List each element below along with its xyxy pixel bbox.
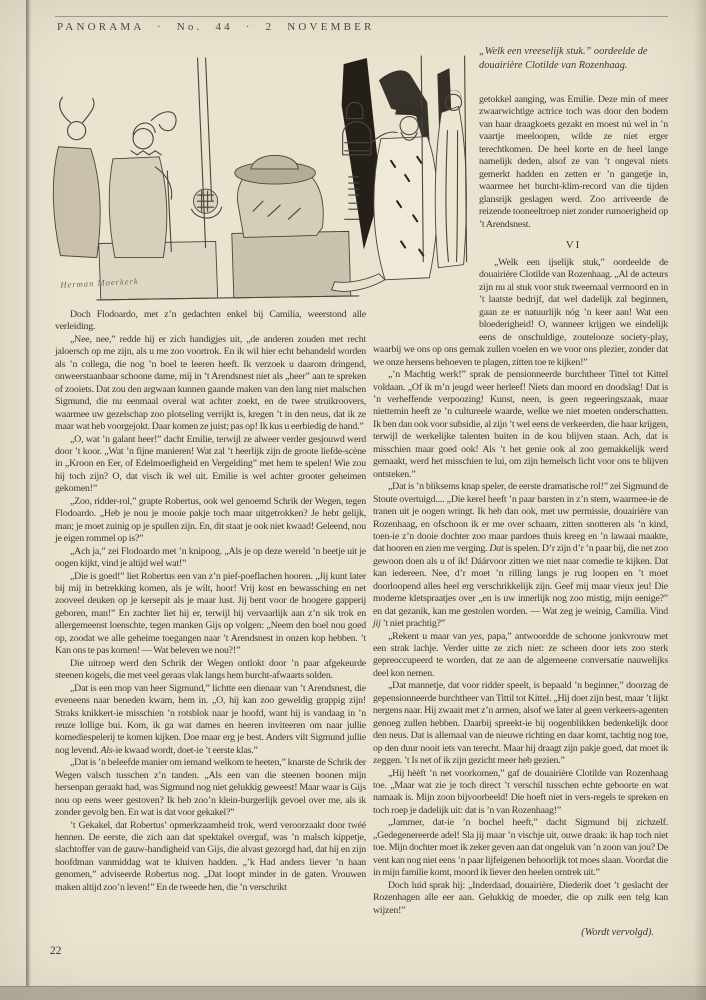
continuation-note: (Wordt vervolgd). (581, 927, 654, 938)
paragraph: „Nee, nee,” redde hij er zich handigjes uit, „de anderen zouden met recht jaloersch op me zijn, als u me zoo voortrok. En ik wil hier echt behandeld worden als ’n collega, die nog ’n boel te leeren heeft. Ik verzoek u daarom dringend, onweerstaanbaar schoone dame, mij in ’t Arendsnest niet als „heer” aan te spreken of zooiets. Dat zou den argwaan kunnen gaande maken van den lang niet malschen Sigmund, die nu eenmaal overal wat achter zoekt, en de twee struikroovers, waarmee uw gezelschap zoo plotseling verrijkt is, kregen ’t in den neus, dat ik ze maar wat heb voorgejokt. Daar komen ze juist; pas op! Ik kus u eerbiedig de hand.” (55, 333, 366, 433)
paragraph: „Ach ja,” zei Flodoardo met ’n knipoog. „Als je op deze wereld ’n beetje uit je oogen kijkt, vind je altijd wel wat!” (55, 545, 366, 570)
left-column (55, 309, 366, 894)
scan-edge-left (26, 0, 31, 1000)
paragraph: Die uitroep werd den Schrik der Wegen ontlokt door ’n paar afgekeurde steenen kogels, die met veel geraas vlak langs hem burcht-afwaarts solden. (55, 657, 366, 682)
page-header: PANORAMA · No. 44 · 2 NOVEMBER (57, 21, 375, 33)
paragraph: „Dat mannetje, dat voor ridder speelt, is bepaald ’n beginner,” doorzag de gepensionneerde burchtheer van Tittil tot Kittel. „Hij doet zijn best, maar ’t lijkt nergens naar. Hij zwaait met z’n armen, alsof we later al geen verkeers-agenten genoeg zullen hebben. Daarbij spreekt-ie bij oogenblikken bedenkelijk door den neus. Dat is allemaal van de nieuwe richting en daar komt, tachtig nog toe, op den duur nooit iets van terecht. Maar hij draagt zijn pakje goed, dat moet ik zeggen. ’t Is net of ik zijn gezicht meer heb gezien.” (373, 680, 668, 767)
paragraph: „Dat is ’n bliksems knap speler, de eerste dramatische rol!” zei Sigmund de Stoute overtuigd.... „Die kerel heeft ’n paar barsten in z’n stem, waarmee-ie de tranen uit je oogen wringt. Ik heb dan ook, met uw permissie, douairière van Rozenhaag, en ofschoon ik er me over schaam, zitten snotteren als ’n kind, toen-ie z’n dooie dochter zoo maar pardoes thuis kreeg en ’n lawaai maakte, dat hooren en zien me verging. Dat is spelen. D’r zijn d’r ’n paar bij, die net zoo gewoon doen als u of ik! Dáárvoor zitten we niet naar comedie te kijken. Dat kan iedereen. Nee, d’r moet ’n rilling langs je rug loopen en ’t moet doorloopend alles heel erg verschrikkelijk zijn. Geef mij maar vieux jeu! Die moderne kletspraatjes over „en is uw innerlijk nog zoo mistig, mijn eenige?” en dat gezanik, kan me gestolen worden. — Wat zeg je weinig, Camilia. Vind jij ’t niet prachtig?” (373, 481, 668, 630)
paragraph: „Die is goed!” liet Robertus een van z’n pief-poeflachen hooren. „Jij kunt later bij mij in betrekking komen, als je wilt, hoor! Vrij kost en bewassching en net zooveel deuken op je kersepit als je maar lust. Jij bent voor de hoogere gapperij geboren, man!” En zachter liet hij er, terwijl hij vervaarlijk aan z’n sik trok en allergemeenst loenschte, tegen manken Gijs op volgen: „Neem den boel nou goed op, zoodat we alle geheime toegangen naar ’t Arendsnest in onzen kop hebben. ’t Kan ons te pas komen! — Wat beleven we nou?!” (55, 570, 366, 657)
continuation-paragraph: getokkel aanging, was Emilie. Deze min of meer zwaarwichtige actrice toch was door den bodem van haar draagkoets gezakt en moest nú wel in ’n vaartje meeloopen, wilde ze niet erger terechtkomen. De heel korte en de heel lange namelijk deden, alsof ze van ’t ongeval niets gemerkt hadden en zetten er ’n gangetje in, waarmee het burcht-klim-record van die tijden glansrijk geslagen werd. Zoo arriveerde de reizende tooneeltroep niet zonder rumoerigheid op ’t Arendsnest. (479, 94, 668, 230)
paragraph: Doch Flodoardo, met z’n gedachten enkel bij Camilia, weerstond alle verleiding. (55, 309, 366, 333)
scan-edge-bottom (0, 986, 706, 1000)
paragraph: „Dat is een mop van heer Sigmund,” lichtte een dienaar van ’t Arendsnest, die eveneens naar beneden kwam, hem in. „O, hij kan zoo geweldig grappig zijn! Straks knikkert-ie misschien ’n rotsblok naar je hoofd, want hij is vandaag in ’n reuze lollige bui. Kom, ik ga wat dames en heeren inviteeren om naar jullie komediespelerij te komen kijken. Doe maar erg je best. Anders vilt Sigmund jullie nog levend. Als-ie kwaad wordt, doet-ie ’t eerste klas.” (55, 682, 366, 756)
page-number: 22 (50, 945, 62, 957)
paragraph: „Dat is ’n beleefde manier om iemand welkom te heeten,” knarste de Schrik der Wegen valsch tusschen z’n tanden. „Als een van die steenen boonen mijn hersenpan geraakt had, was Sigmund nog niet gelukkig geweest! Maar waar is Gijs nou op eens weer gestoven? Ik heb zoo’n klein-burgerlijk gevoel over me, als ik zonder gevolg ben. En wat is dat voor gekakel?” (55, 757, 366, 819)
paragraph: „Rekent u maar van yes, papa,” antwoordde de schoone jonkvrouw met een strak lachje. Verder uitte ze zich niet: ze scheen door iets zoo sterk gepreoccupeerd te worden, dat ze aan de algemeene conversatie nauwelijks deel kon nemen. (373, 630, 668, 679)
illustration-caption: „Welk een vreeselijk stuk.” oordeelde de douairière Clotilde van Rozenhaag. (479, 46, 648, 71)
scan-edge-right (694, 0, 706, 1000)
paragraph: ’t Gekakel, dat Robertus’ opmerkzaamheid trok, werd veroorzaakt door twéé hennen. De eerste, die zich aan dat spektakel overgaf, was ’n malsch kippetje, slachtoffer van de gauw-handigheid van Gijs, die alvast gezorgd had, dat hij en zijn hoofdman vanmiddag wat te kluiven hadden. „’k Had anders liever ’n haan genomen,” adviseerde Robertus nog. „Dat loopt minder in de gaten. Vrouwen maken altijd zoo’n leven!” En de tweede hen, die ’n verschrikt (55, 819, 366, 893)
section-heading: VI (565, 238, 582, 251)
right-column (373, 94, 668, 939)
left-column-text (55, 309, 366, 894)
paragraph: Doch luid sprak hij: „Inderdaad, douairière, Diederik doet ’t geslacht der Rozenhagen alle eer aan. Gelukkig de moeder, die op zulk een telg kan wijzen!” (373, 879, 668, 916)
paragraph: „Welk een ijselijk stuk,” oordeelde de douairière Clotilde van Rozenhaag. „Al de acteurs zijn nu al stuk voor stuk tweemaal vermoord en in ’t laatste bedrijf, dat wel dadelijk zal beginnen, gaan ze er natuurlijk nóg ’n keer aan! Wat een bloederigheid! O, wanneer krijgen we eindelijk eens de onschuldige, zoutelooze society-play, waarbij we ons op ons gemak zullen voelen en we voor ons plezier, zonder dat we onze hersens behoeven te plagen, zitten toe te kijken!” (373, 256, 668, 368)
paragraph: „’n Machtig werk!” sprak de pensionneerde burchtheer Tittel tot Kittel voldaan. „Of ik m’n jeugd weer herleef! Niets dan moord en doodslag! Dat is ’n verheffende verpoozing! Kunst, neen, is geen regeeringszaak, maar niettemin heeft ze ’n cultureele waarde, welke we niet moeten onderschatten. Ik ben dan ook voor subsidie, al zijn ’t wel eens de verkeerden, die haar krijgen, terwijl de werkelijke talenten buiten in de kou blijven staan. Ach, dat is misschien maar goed ook! Als ’t het genie ook al zoo gemakkelijk werd gemaakt, werd het misschien te lui, om zijn hemelsch licht voor ons te blijven ontsteken.” (373, 369, 668, 480)
illustration-wrap-spacer (373, 94, 479, 332)
paragraph: „Zoo, ridder-rol,” grapte Robertus, ook wel genoemd Schrik der Wegen, tegen Flodoardo. „Heb je nou je mooie pakje toch maar uitgetrokken? Je hebt gelijk, man; je moet zuinig op je spullen zijn. En, dit staat je ook niet kwaad! Geleend, nou je eigen rommel op is?” (55, 495, 366, 545)
header-rule (55, 16, 668, 17)
artist-signature: Herman Moerkerk (60, 275, 139, 290)
paragraph: „O, wat ’n galant heer!” dacht Emilie, terwijl ze alweer verder gesjouwd werd door ’t koor. „Wat ’n fijne manieren! Wat zal ’t heerlijk zijn de groote liefde-scène in „Kroon en Eer, of Edelmoedigheid en Vergelding” met hem te spelen! Wie zou hij toch zijn? O, dat visch ik wel uit. Emilie is wel achter grooter geheimen gekomen!” (55, 433, 366, 495)
paragraph: „Hij hèèft ’n net voorkomen,” gaf de douairière Clotilde van Rozenhaag toe. „Maar wat zie je toch direct ’t verschil tusschen echte geboorte en wat namaak is. Mijn zoon bijvoorbeeld! Die hoeft niet in vers-regels te spreken en toch roep je dadelijk uit: dat is ’n van Rozenhaag!” (373, 767, 668, 816)
paragraph: „Jammer, dat-ie ’n bochel heeft,” dacht Sigmund bij zichzelf. „Gedegenereerde adel! Sla jij maar ’n vischje uit, ouwe draak: ik hap toch niet toe. Mijn dochter moet ik zeker geven aan dat ongeluk van ’n zoon van jou? De vent kan nog niet eens ’n paar lijfeigenen behoorlijk tot moes slaan. Voordat die in mijn familie komt, moord ik liever den heelen omtrek uit.” (373, 817, 668, 879)
right-column-text (373, 257, 668, 917)
